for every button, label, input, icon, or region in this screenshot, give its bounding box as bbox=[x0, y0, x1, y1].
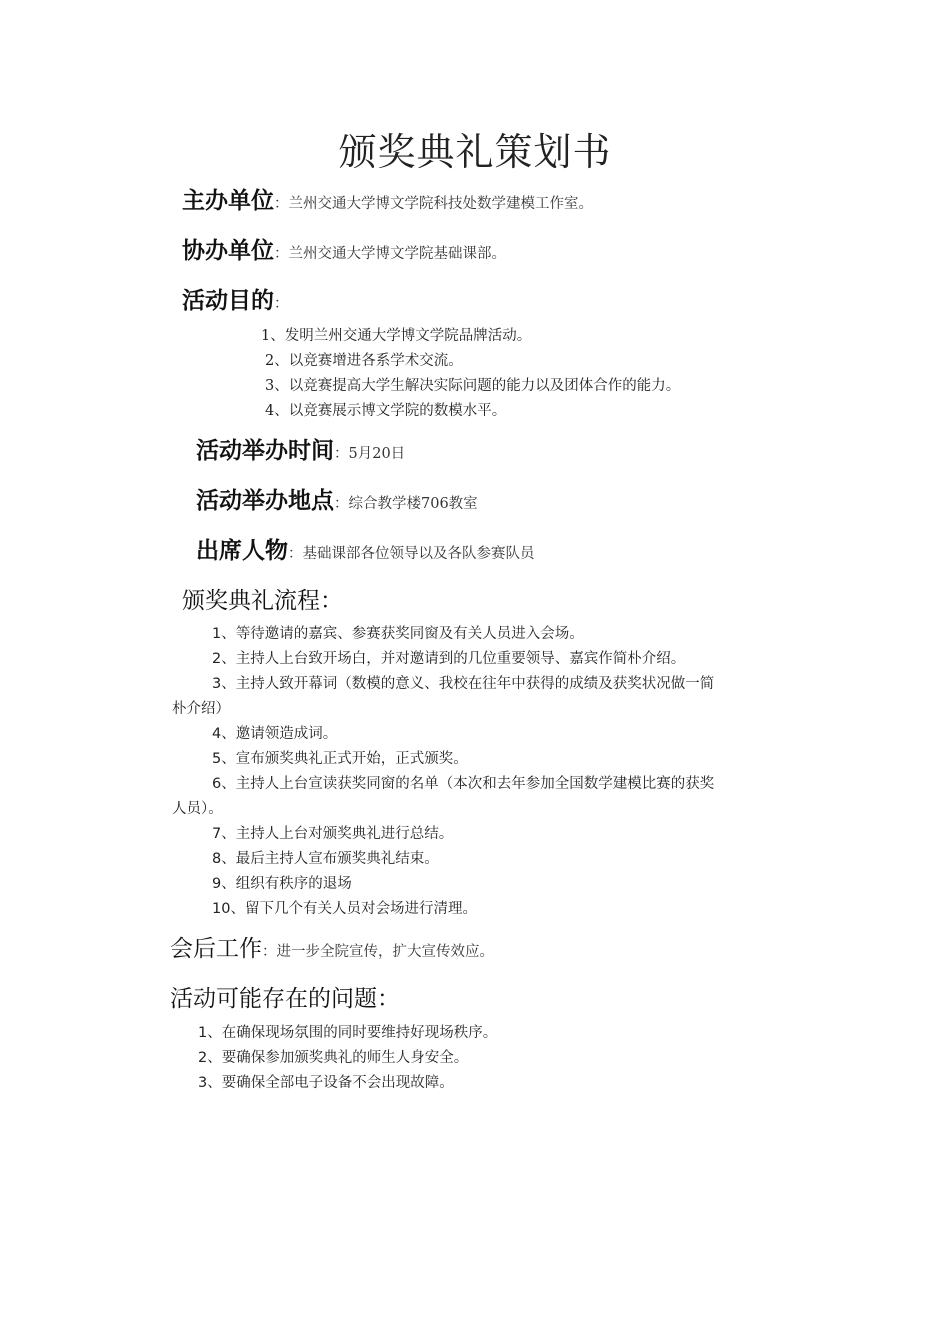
issues-label: 活动可能存在的问题： bbox=[170, 986, 400, 1012]
purpose-item: 4、以竞赛展示博文学院的数模水平。 bbox=[265, 403, 507, 419]
purpose-heading bbox=[182, 286, 289, 319]
purpose-label: 活动目的 bbox=[182, 288, 274, 314]
after-work-sep: ： bbox=[262, 944, 277, 960]
after-work-field bbox=[170, 934, 494, 967]
process-item: 6、主持人上台宣读获奖同窗的名单（本次和去年参加全国数学建模比赛的获奖 bbox=[212, 776, 715, 792]
process-heading bbox=[182, 586, 343, 619]
organizer-sep: ： bbox=[274, 196, 289, 212]
process-label: 颁奖典礼流程： bbox=[182, 588, 343, 614]
organizer-value: 兰州交通大学博文学院科技处数学建模工作室。 bbox=[288, 196, 593, 212]
place-value: 综合教学楼706教室 bbox=[348, 496, 478, 512]
purpose-sep: ： bbox=[274, 296, 289, 312]
process-item: 5、宣布颁奖典礼正式开始，正式颁奖。 bbox=[212, 751, 468, 767]
after-work-value: 进一步全院宣传，扩大宣传效应。 bbox=[276, 944, 494, 960]
process-item: 7、主持人上台对颁奖典礼进行总结。 bbox=[212, 826, 454, 842]
place-sep: ： bbox=[334, 496, 349, 512]
purpose-item: 2、以竞赛增进各系学术交流。 bbox=[265, 353, 463, 369]
process-item: 9、组织有秩序的退场 bbox=[212, 876, 352, 892]
process-item: 8、最后主持人宣布颁奖典礼结束。 bbox=[212, 851, 439, 867]
place-label: 活动举办地点 bbox=[196, 488, 334, 514]
process-item: 1、等待邀请的嘉宾、参赛获奖同窗及有关人员进入会场。 bbox=[212, 626, 584, 642]
process-item: 4、邀请领造成词。 bbox=[212, 726, 338, 742]
purpose-item: 3、以竞赛提高大学生解决实际问题的能力以及团体合作的能力。 bbox=[265, 378, 681, 394]
co-organizer-label: 协办单位 bbox=[182, 238, 274, 264]
process-item: 10、留下几个有关人员对会场进行清理。 bbox=[212, 901, 477, 917]
organizer-field bbox=[182, 186, 593, 219]
attendees-field bbox=[196, 536, 535, 569]
time-label: 活动举办时间 bbox=[196, 438, 334, 464]
issues-item: 2、要确保参加颁奖典礼的师生人身安全。 bbox=[198, 1050, 469, 1066]
issues-item: 1、在确保现场氛围的同时要维持好现场秩序。 bbox=[198, 1025, 498, 1041]
co-organizer-sep: ： bbox=[274, 246, 289, 262]
process-item: 2、主持人上台致开场白，并对邀请到的几位重要领导、嘉宾作简朴介绍。 bbox=[212, 651, 686, 667]
process-item-continuation: 朴介绍） bbox=[172, 701, 230, 717]
time-field bbox=[196, 436, 405, 469]
co-organizer-value: 兰州交通大学博文学院基础课部。 bbox=[288, 246, 506, 262]
after-work-label: 会后工作 bbox=[170, 936, 262, 962]
attendees-label: 出席人物 bbox=[196, 538, 288, 564]
issues-item: 3、要确保全部电子设备不会出现故障。 bbox=[198, 1075, 454, 1091]
organizer-label: 主办单位 bbox=[182, 188, 274, 214]
document-title: 颁奖典礼策划书 bbox=[338, 130, 612, 174]
process-item-continuation: 人员）。 bbox=[172, 801, 223, 817]
process-item: 3、主持人致开幕词（数模的意义、我校在往年中获得的成绩及获奖状况做一简 bbox=[212, 676, 715, 692]
purpose-item: 1、发明兰州交通大学博文学院品牌活动。 bbox=[261, 328, 532, 344]
attendees-value: 基础课部各位领导以及各队参赛队员 bbox=[302, 546, 535, 562]
issues-heading bbox=[170, 984, 400, 1017]
time-value: 5月20日 bbox=[348, 446, 406, 462]
time-sep: ： bbox=[334, 446, 349, 462]
attendees-sep: ： bbox=[288, 546, 303, 562]
place-field bbox=[196, 486, 478, 519]
co-organizer-field bbox=[182, 236, 506, 269]
